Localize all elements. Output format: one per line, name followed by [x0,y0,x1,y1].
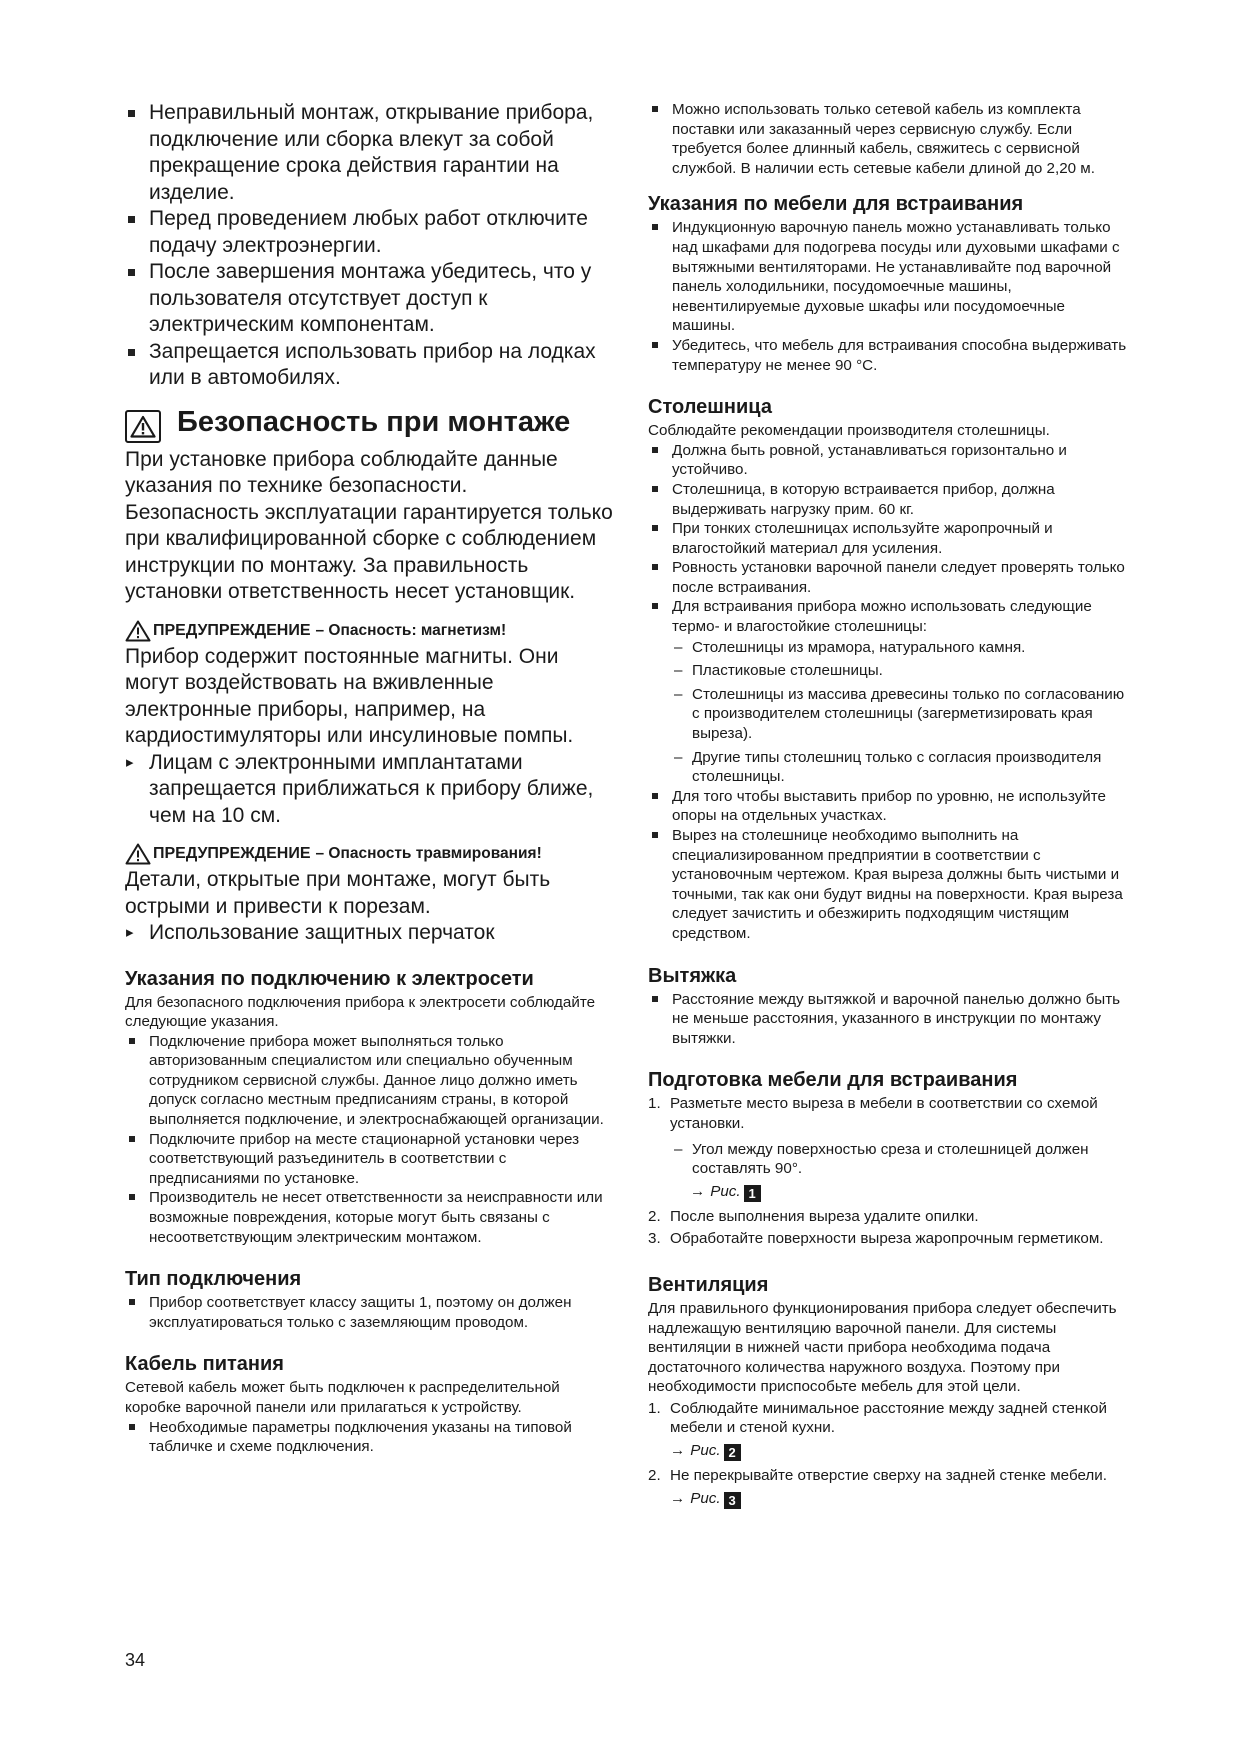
step-number: 1. [648,1095,661,1113]
page-number: 34 [125,1650,146,1670]
worktop-intro: Соблюдайте рекомендации производителя столешницы. [648,422,1050,440]
hood-heading: Вытяжка [648,964,737,987]
list-item: Подключение прибора может выполняться только авторизованным специалистом или специально обученным сотрудником сервисной службы. Данное лицо должно иметь допуск согласно местным предписаниям страны, в которой выполняется подключение, и электроснабжающей организации. [125,1032,617,1130]
worktop-heading: Столешница [648,396,772,419]
list-item: Для того чтобы выставить прибор по уровню, не используйте опоры на отдельных участках. [648,787,1132,826]
left-column [125,100,617,1457]
list-item: Индукционную варочную панель можно устанавливать только над шкафами для подогрева посуды или духовыми шкафами с вытяжными вентиляторами. Не устанавливайте под варочной панель холодильники, посудомоечные машины, невентилируемые духовые шкафы или посудомоечные машины. [648,218,1132,336]
right-column [648,100,1132,1509]
list-item: Ровность установки варочной панели следует проверять только после встраивания. [648,558,1132,597]
step-text: Разметьте место выреза в мебели в соответствии со схемой установки. [670,1095,1098,1132]
ventilation-step-1 [648,1399,1132,1438]
figure-label: Рис. [690,1489,721,1507]
warning-text: Прибор содержит постоянные магниты. Они могут воздействовать на вживленные электронные приборы, например, на кардиостимуляторы или инсулиновые помпы. [125,644,574,747]
connection-type-bullet-list [125,1293,617,1332]
warning-magnet-heading [125,620,617,642]
figure-label: Рис. [690,1442,721,1460]
hood-bullet-list [648,990,1132,1049]
warning-label: ПРЕДУПРЕЖДЕНИЕ [153,845,311,862]
power-cable-bullet-list [125,1418,617,1457]
step-text: После выполнения выреза удалите опилки. [670,1207,979,1225]
furniture-notes-bullet-list [648,218,1132,375]
list-item: После завершения монтажа убедитесь, что у пользователя отсутствует доступ к электрическим компонентам. [125,259,617,339]
power-cable-intro: Сетевой кабель может быть подключен к распределительной коробке варочной панели или прилагаться к устройству. [125,1379,560,1416]
step-number: 2. [648,1207,661,1225]
figure-reference [648,1489,1132,1509]
safety-heading-block [125,405,617,443]
list-item: – Столешницы из массива древесины только по согласованию с производителем столешницы (загерметизировать края выреза). [668,685,1132,744]
list-item: Убедитесь, что мебель для встраивания способна выдерживать температуру не менее 90 °C. [648,336,1132,375]
warning-triangle-icon [125,843,151,865]
list-item: – Пластиковые столешницы. [668,661,1132,681]
list-item: Перед проведением любых работ отключите подачу электроэнергии. [125,206,617,259]
electrical-heading: Указания по подключению к электросети [125,967,534,990]
worktop-bullet-list [648,441,1132,637]
warning-injury-heading [125,843,617,865]
preparation-dash-list [668,1140,1132,1179]
electrical-intro: Для безопасного подключения прибора к электросети соблюдайте следующие указания. [125,993,596,1031]
furniture-notes-heading: Указания по мебели для встраивания [648,193,1024,216]
arrow-right-icon: → [690,1182,706,1200]
warning-action: ▸ Использование защитных перчаток [125,920,617,947]
warning-action: ▸ Лицам с электронными имплантатами запрещается приближаться к прибору ближе, чем на 10 см. [125,750,617,830]
step-number: 2. [648,1467,661,1485]
safety-paragraph: При установке прибора соблюдайте данные указания по технике безопасности. [125,447,558,497]
arrow-right-icon: → [670,1442,686,1460]
intro-bullet-list [125,100,617,392]
list-item: Вырез на столешнице необходимо выполнить на специализированном предприятии в соответствии с установочным чертежом. Края выреза должны быть чистыми и точными, так как они будут видны на поверхности. Края выреза следует зачистить и обезжирить подходящим чистящим средством. [648,826,1132,944]
connection-type-heading: Тип подключения [125,1268,302,1291]
preparation-step-2 [648,1207,1132,1227]
figure-label: Рис. [710,1182,741,1200]
worktop-bullet-list-2 [648,787,1132,944]
figure-number-badge: 3 [724,1492,741,1509]
list-item: Для встраивания прибора можно использовать следующие термо- и влагостойкие столешницы: [648,597,1132,636]
list-item: Можно использовать только сетевой кабель из комплекта поставки или заказанный через сервисную службу. Если требуется более длинный кабель, свяжитесь с сервисной службой. В наличии есть сетевые кабели длиной до 2,20 м. [648,100,1132,178]
figure-reference [648,1441,1132,1461]
step-number: 1. [648,1399,661,1417]
preparation-step-3 [648,1229,1132,1249]
list-item: Должна быть ровной, устанавливаться горизонтально и устойчиво. [648,441,1132,480]
list-item: – Другие типы столешниц только с согласия производителя столешницы. [668,748,1132,787]
electrical-bullet-list [125,1032,617,1248]
list-item: Запрещается использовать прибор на лодках или в автомобилях. [125,339,617,392]
list-item: Производитель не несет ответственности за неисправности или возможные повреждения, которые могут быть связаны с несоответствующим электрическим монтажом. [125,1188,617,1247]
list-item: При тонких столешницах используйте жаропрочный и влагостойкий материал для усиления. [648,519,1132,558]
step-number: 3. [648,1230,661,1248]
step-text: Не перекрывайте отверстие сверху на задней стенке мебели. [670,1467,1107,1485]
ventilation-intro: Для правильного функционирования прибора следует обеспечить надлежащую вентиляцию варочной панели. Для системы вентиляции в нижней части прибора необходима подача достаточного количества наружного воздуха. Поэтому при необходимости приспособьте мебель для этой цели. [648,1299,1117,1396]
figure-number-badge: 2 [724,1444,741,1461]
warning-text: Детали, открытые при монтаже, могут быть острыми и привести к порезам. [125,868,551,918]
safety-paragraph: Безопасность эксплуатации гарантируется только при квалифицированной сборке с соблюдением инструкции по монтажу. За правильность установки ответственность несет установщик. [125,500,613,603]
list-item: Столешница, в которую встраивается прибор, должна выдерживать нагрузку прим. 60 кг. [648,480,1132,519]
power-cable-heading: Кабель питания [125,1353,284,1376]
safety-heading: Безопасность при монтаже [177,405,571,438]
ventilation-heading: Вентиляция [648,1273,769,1296]
cable-bullet-list [648,100,1132,178]
step-text: Соблюдайте минимальное расстояние между задней стенкой мебели и стеной кухни. [670,1399,1107,1437]
list-item: – Угол между поверхностью среза и столешницей должен составлять 90°. [668,1140,1132,1179]
list-item: – Столешницы из мрамора, натурального камня. [668,638,1132,658]
list-item: Необходимые параметры подключения указаны на типовой табличке и схеме подключения. [125,1418,617,1457]
warning-title: – Опасность травмирования! [315,845,542,862]
warning-triangle-icon [125,410,161,443]
arrow-right-icon: → [670,1489,686,1507]
ventilation-step-2 [648,1466,1132,1486]
figure-reference [648,1182,1132,1202]
list-item: Прибор соответствует классу защиты 1, поэтому он должен эксплуатироваться только с заземляющим проводом. [125,1293,617,1332]
preparation-step-1 [648,1094,1132,1133]
list-item: Подключите прибор на месте стационарной установки через соответствующий разъединитель в соответствии с предписаниями по установке. [125,1130,617,1189]
warning-label: ПРЕДУПРЕЖДЕНИЕ [153,621,311,639]
warning-triangle-icon [125,620,151,642]
preparation-heading: Подготовка мебели для встраивания [648,1069,1018,1092]
warning-title: – Опасность: магнетизм! [315,621,507,639]
step-text: Обработайте поверхности выреза жаропрочным герметиком. [670,1230,1104,1248]
list-item: Неправильный монтаж, открывание прибора, подключение или сборка влекут за собой прекращение срока действия гарантии на изделие. [125,100,617,206]
list-item: Расстояние между вытяжкой и варочной панелью должно быть не меньше расстояния, указанного в инструкции по монтажу вытяжки. [648,990,1132,1049]
figure-number-badge: 1 [744,1185,761,1202]
worktop-dash-list [668,638,1132,787]
